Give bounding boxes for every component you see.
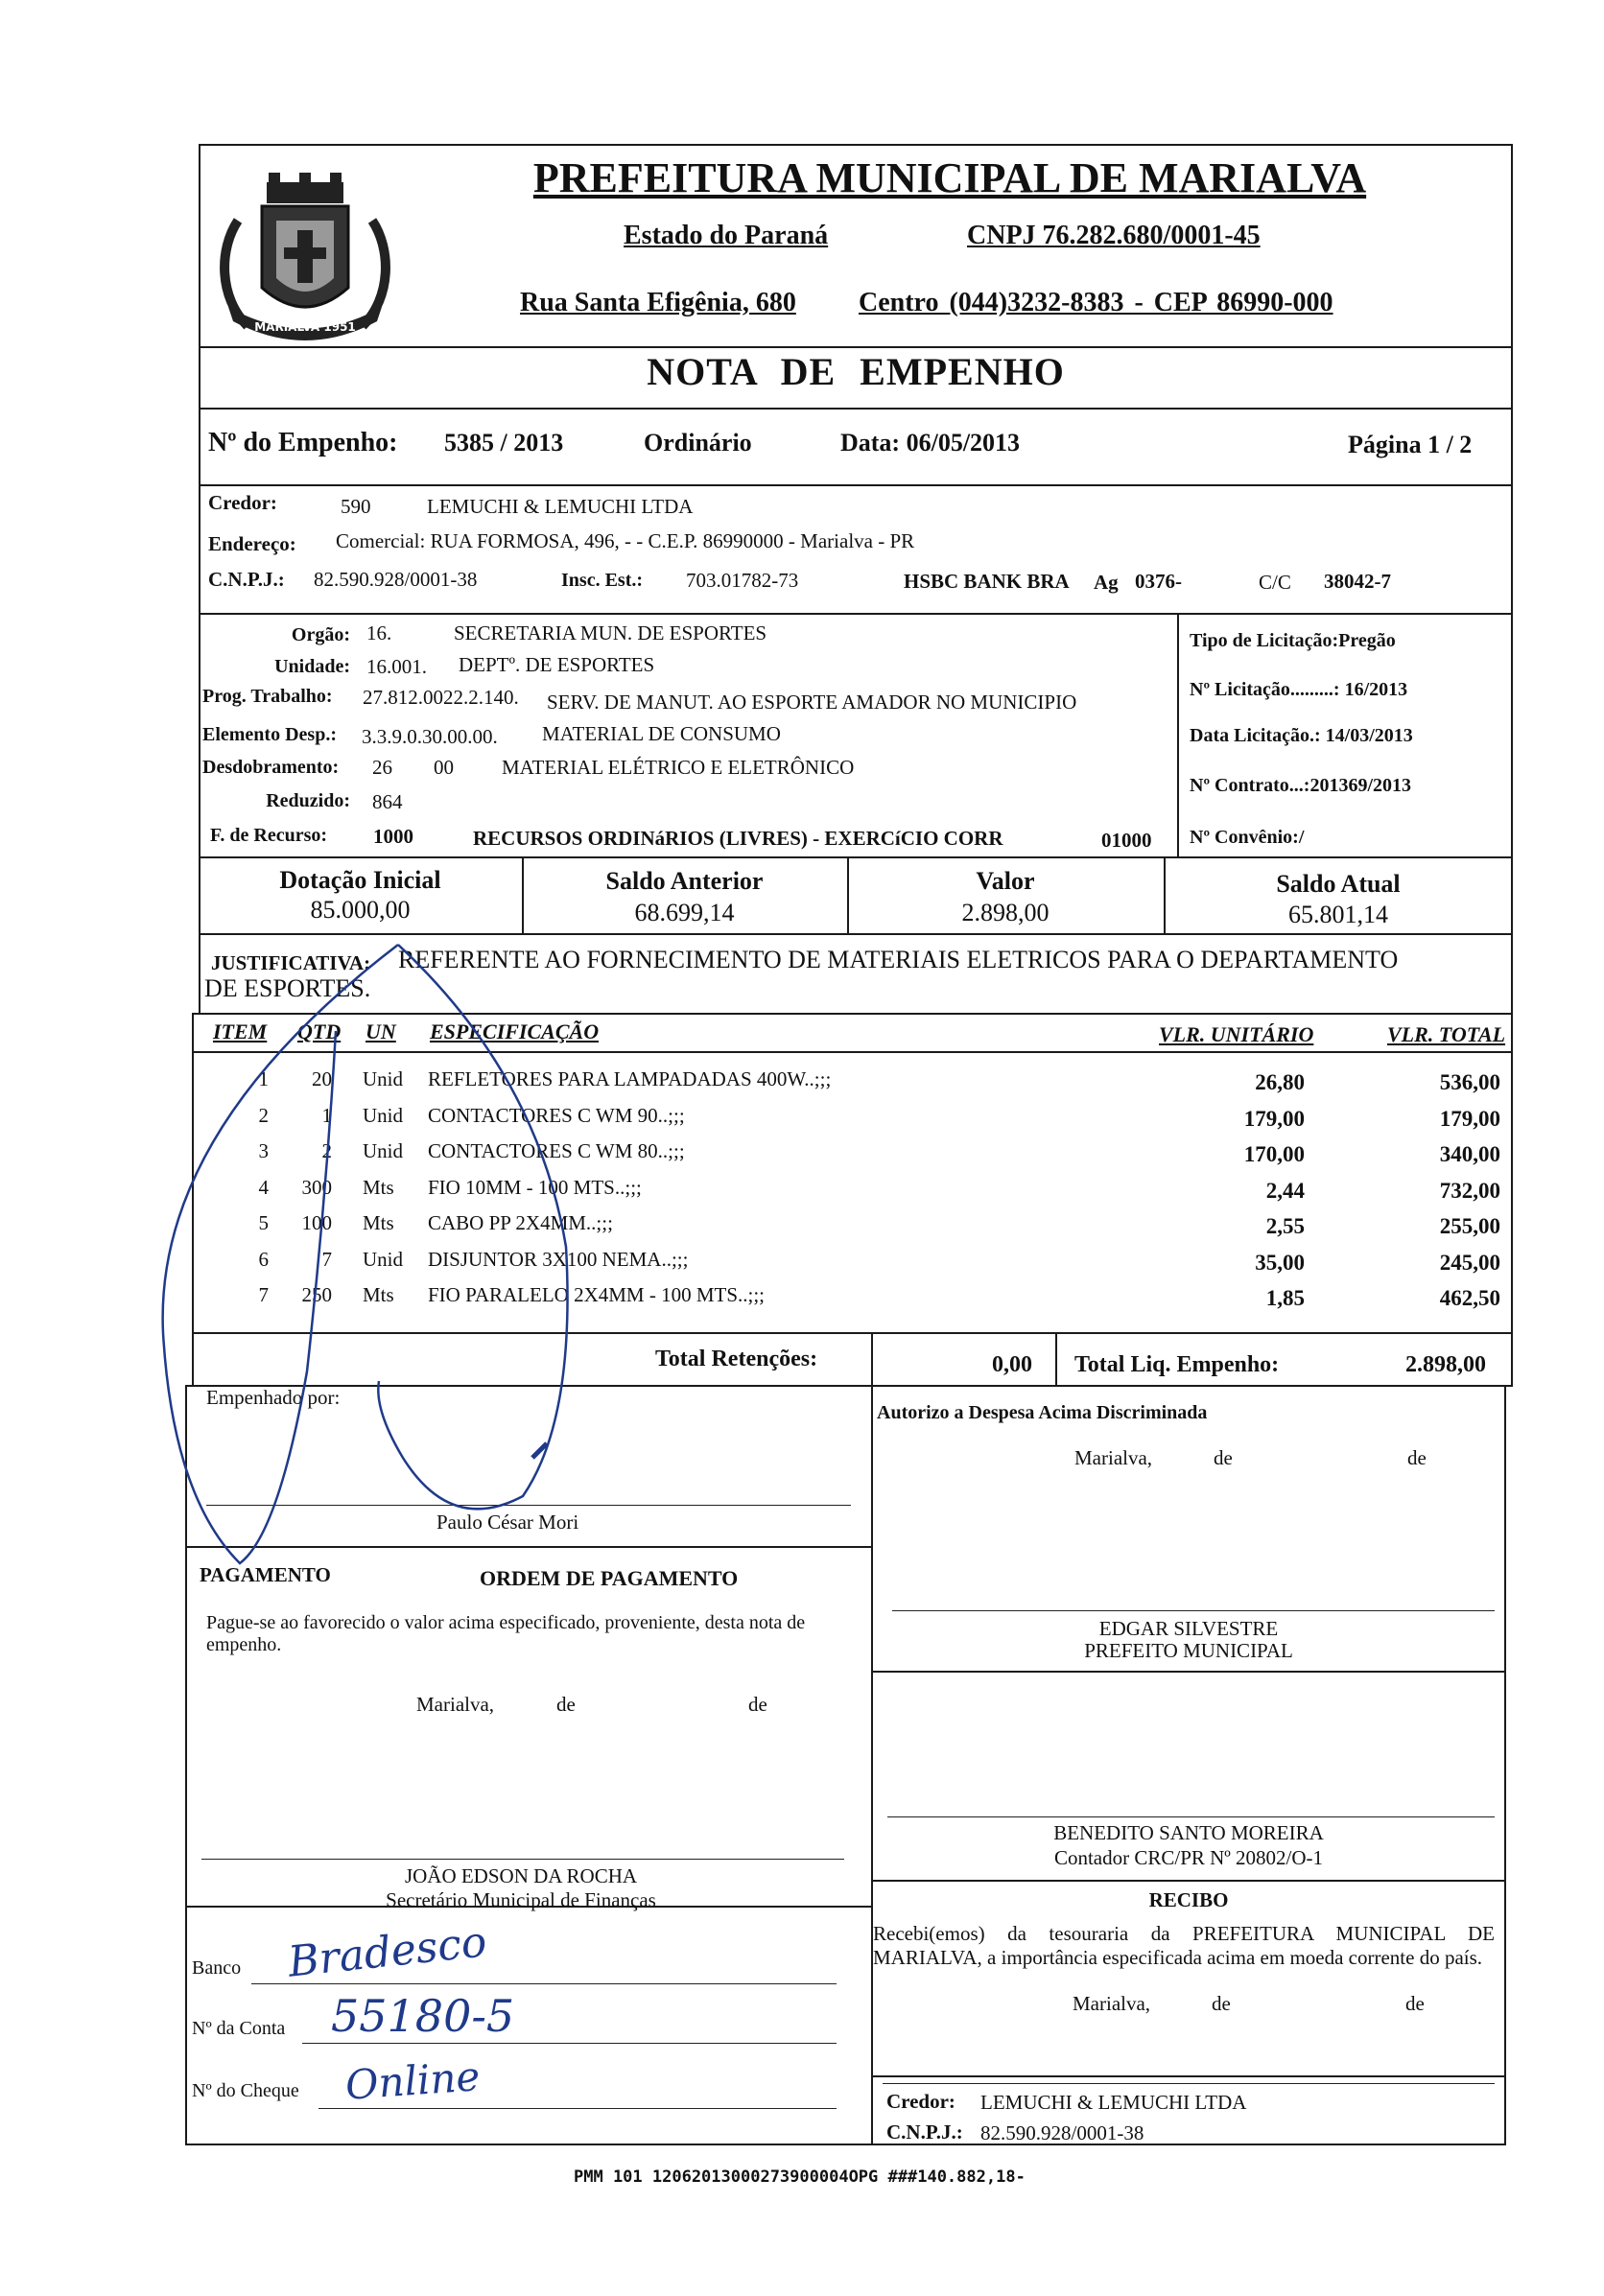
pagamento-text: Pague-se ao favorecido o valor acima especificado, proveniente, desta nota de empenho. [206,1612,806,1655]
item-spec: REFLETORES PARA LAMPADADAS 400W..;;; [428,1067,832,1090]
bank-name: HSBC BANK BRA [904,570,1070,593]
prog-label: Prog. Trabalho: [202,686,333,707]
elemento-label: Elemento Desp.: [202,724,337,745]
recibo-de2: de [1405,1992,1425,2015]
conta-label: Nº da Conta [192,2018,286,2039]
credor-address-label: Endereço: [208,532,296,555]
recibo-credor-label: Credor: [886,2090,955,2113]
item-un: Mts [363,1211,394,1234]
item-unit: 179,00 [1243,1106,1305,1131]
pagamento-label: PAGAMENTO [200,1563,331,1586]
autorizo-label: Autorizo a Despesa Acima Discriminada [877,1402,1208,1423]
orgao-label: Orgão: [291,624,350,645]
prefeito-role: PREFEITO MUNICIPAL [1084,1639,1293,1662]
licitacao-data: Data Licitação.: 14/03/2013 [1190,725,1413,746]
item-spec: CONTACTORES C WM 90..;;; [428,1103,685,1127]
item-un: Unid [363,1067,403,1090]
secretario-name: JOÃO EDSON DA ROCHA [404,1864,638,1887]
empenho-type: Ordinário [644,429,752,457]
item-item: 4 [258,1175,269,1199]
atual-label: Saldo Atual [1276,870,1401,898]
desdobramento-code: 26 [372,756,392,779]
item-qtd: 300 [301,1175,332,1199]
prog-name: SERV. DE MANUT. AO ESPORTE AMADOR NO MUNICIPIO [547,691,1077,714]
pagamento-de1: de [556,1693,576,1716]
item-qtd: 250 [301,1283,332,1306]
justificativa-line2: DE ESPORTES. [204,974,371,1002]
item-unit: 1,85 [1265,1286,1305,1310]
pagamento-de2: de [748,1693,767,1716]
contador-role: Contador CRC/PR Nº 20802/O-1 [1053,1846,1324,1869]
item-qtd: 7 [321,1247,332,1271]
banco-line [251,1983,837,1984]
item-unit: 26,80 [1255,1070,1305,1094]
bank-cc-label: C/C [1259,571,1291,594]
recibo-cnpj-label: C.N.P.J.: [886,2120,963,2144]
col-total: VLR. TOTAL [1387,1022,1506,1046]
item-un: Mts [363,1283,394,1306]
item-qtd: 1 [321,1103,332,1127]
item-qtd: 20 [312,1067,332,1090]
item-total: 245,00 [1439,1250,1500,1275]
item-un: Unid [363,1139,403,1162]
handwritten-banco: Bradesco [285,1917,489,1987]
orgao-name: SECRETARIA MUN. DE ESPORTES [454,621,767,644]
recurso-sub: 01000 [1101,829,1152,852]
col-qtd: QTD [297,1019,342,1043]
item-un: Unid [363,1103,403,1127]
item-item: 5 [258,1211,269,1234]
unidade-label: Unidade: [274,656,350,677]
recurso-label: F. de Recurso: [210,825,328,846]
orgao-code: 16. [366,621,392,644]
contador-name: BENEDITO SANTO MOREIRA [1053,1821,1324,1844]
recurso-code: 1000 [373,825,413,848]
reduzido-label: Reduzido: [266,790,350,811]
recibo-cnpj: 82.590.928/0001-38 [980,2121,1144,2144]
elemento-name: MATERIAL DE CONSUMO [542,722,781,745]
autorizo-de2: de [1407,1446,1427,1469]
licitacao-tipo: Tipo de Licitação:Pregão [1190,630,1396,651]
empenhado-signer: Paulo César Mori [436,1511,579,1534]
credor-cnpj-label: C.N.P.J.: [208,568,285,591]
item-spec: CABO PP 2X4MM..;;; [428,1211,613,1234]
banco-label: Banco [192,1957,242,1979]
elemento-code: 3.3.9.0.30.00.00. [362,725,498,748]
anterior-value: 68.699,14 [634,899,735,926]
recibo-text: Recebi(emos) da tesouraria da PREFEITURA MUNICIPAL DE MARIALVA, a importância especificada acima em moeda corrente do país. [873,1922,1495,1969]
col-un: UN [366,1019,396,1043]
justificativa-line1: REFERENTE AO FORNECIMENTO DE MATERIAIS ELETRICOS PARA O DEPARTAMENTO [398,946,1399,973]
item-total: 732,00 [1439,1178,1500,1203]
retencoes-label: Total Retenções: [655,1347,818,1371]
dotacao-label: Dotação Inicial [279,866,441,894]
bank-ag-label: Ag [1094,571,1119,594]
credor-address: Comercial: RUA FORMOSA, 496, - - C.E.P. 86990000 - Marialva - PR [336,529,915,552]
item-qtd: 2 [321,1139,332,1162]
bank-cc: 38042-7 [1324,570,1391,593]
item-total: 340,00 [1439,1142,1500,1166]
credor-signature-line [883,2083,1495,2084]
empenho-date: Data: 06/05/2013 [840,429,1021,457]
secretario-role: Secretário Municipal de Finanças [386,1888,656,1911]
item-total: 536,00 [1439,1070,1500,1094]
ordem-title: ORDEM DE PAGAMENTO [480,1566,739,1590]
credor-name: LEMUCHI & LEMUCHI LTDA [427,495,694,518]
state-name: Estado do Paraná [624,221,829,250]
item-spec: CONTACTORES C WM 80..;;; [428,1139,685,1162]
item-un: Mts [363,1175,394,1199]
item-unit: 2,44 [1265,1178,1305,1203]
item-un: Unid [363,1247,403,1271]
empenho-number: 5385 / 2013 [444,429,564,457]
autorizo-de1: de [1214,1446,1233,1469]
credor-cnpj: 82.590.928/0001-38 [314,568,478,591]
recibo-credor: LEMUCHI & LEMUCHI LTDA [980,2091,1247,2114]
liquido-value: 2.898,00 [1405,1352,1486,1377]
item-spec: DISJUNTOR 3X100 NEMA..;;; [428,1247,689,1271]
item-unit: 2,55 [1265,1214,1305,1238]
licitacao-contrato: Nº Contrato...:201369/2013 [1190,775,1412,796]
cheque-label: Nº do Cheque [192,2080,299,2101]
liquido-label: Total Liq. Empenho: [1074,1352,1280,1377]
prefeito-signature-line [892,1610,1495,1611]
reduzido-value: 864 [372,790,403,813]
conta-line [302,2043,837,2044]
item-item: 7 [258,1283,269,1306]
autorizo-city: Marialva, [1074,1446,1153,1469]
municipality-cnpj: CNPJ 76.282.680/0001-45 [967,221,1261,250]
item-item: 6 [258,1247,269,1271]
item-total: 179,00 [1439,1106,1500,1131]
doc-title: NOTA DE EMPENHO [647,350,1065,393]
credor-label: Credor: [208,491,277,514]
item-item: 2 [258,1103,269,1127]
handwritten-cheque: Online [343,2052,482,2109]
col-unit: VLR. UNITÁRIO [1159,1022,1314,1046]
retencoes-value: 0,00 [992,1352,1032,1377]
pagamento-city: Marialva, [416,1693,495,1716]
dotacao-value: 85.000,00 [310,896,411,924]
item-item: 1 [258,1067,269,1090]
municipal-seal [209,163,401,345]
recibo-title: RECIBO [1148,1888,1229,1911]
valor-value: 2.898,00 [961,899,1050,926]
footer-code: PMM 101 12062013000273900004OPG ###140.882,18- [574,2167,1026,2187]
col-spec: ESPECIFICAÇÃO [430,1019,600,1043]
secretario-signature-line [201,1859,844,1860]
desdobramento-sub: 00 [434,756,454,779]
col-item: ITEM [213,1019,268,1043]
empenhado-signature-line [206,1505,851,1506]
seal-lettering: MARIALVA 1951 [254,320,356,334]
item-spec: FIO PARALELO 2X4MM - 100 MTS..;;; [428,1283,766,1306]
item-total: 255,00 [1439,1214,1500,1238]
unidade-code: 16.001. [366,655,427,678]
totals-box [192,1332,1513,1387]
address-rest: Centro (044)3232-8383 - CEP 86990-000 [859,288,1333,317]
item-qtd: 100 [301,1211,332,1234]
insc-value: 703.01782-73 [686,569,799,592]
empenhado-label: Empenhado por: [206,1386,341,1409]
unidade-name: DEPTº. DE ESPORTES [459,653,655,676]
contador-signature-line [887,1816,1495,1817]
desdobramento-name: MATERIAL ELÉTRICO E ELETRÔNICO [502,756,855,779]
atual-value: 65.801,14 [1288,901,1388,928]
page-number: Página 1 / 2 [1348,431,1473,458]
insc-label: Insc. Est.: [561,570,644,591]
cheque-line [318,2108,837,2109]
handwritten-conta: 55180-5 [331,1990,515,2042]
valor-label: Valor [976,867,1035,895]
prefeito-name: EDGAR SILVESTRE [1098,1617,1279,1640]
recurso-name: RECURSOS ORDINáRIOS (LIVRES) - EXERCíCIO CORR [473,827,1003,850]
empenho-label: Nº do Empenho: [208,428,398,457]
prog-code: 27.812.0022.2.140. [363,686,519,709]
municipality-title: PREFEITURA MUNICIPAL DE MARIALVA [532,154,1367,201]
credor-code: 590 [341,495,371,518]
bank-ag: 0376- [1135,570,1182,593]
recibo-city: Marialva, [1073,1992,1151,2015]
item-unit: 35,00 [1255,1250,1305,1275]
anterior-label: Saldo Anterior [605,867,764,895]
item-total: 462,50 [1439,1286,1500,1310]
justificativa-label: JUSTIFICATIVA: [211,951,371,974]
address-street: Rua Santa Efigênia, 680 [520,288,796,317]
licitacao-numero: Nº Licitação.........: 16/2013 [1190,679,1408,700]
item-unit: 170,00 [1243,1142,1305,1166]
item-spec: FIO 10MM - 100 MTS..;;; [428,1175,642,1199]
recibo-de1: de [1212,1992,1231,2015]
desdobramento-label: Desdobramento: [202,757,340,778]
item-item: 3 [258,1139,269,1162]
licitacao-convenio: Nº Convênio:/ [1190,827,1305,848]
